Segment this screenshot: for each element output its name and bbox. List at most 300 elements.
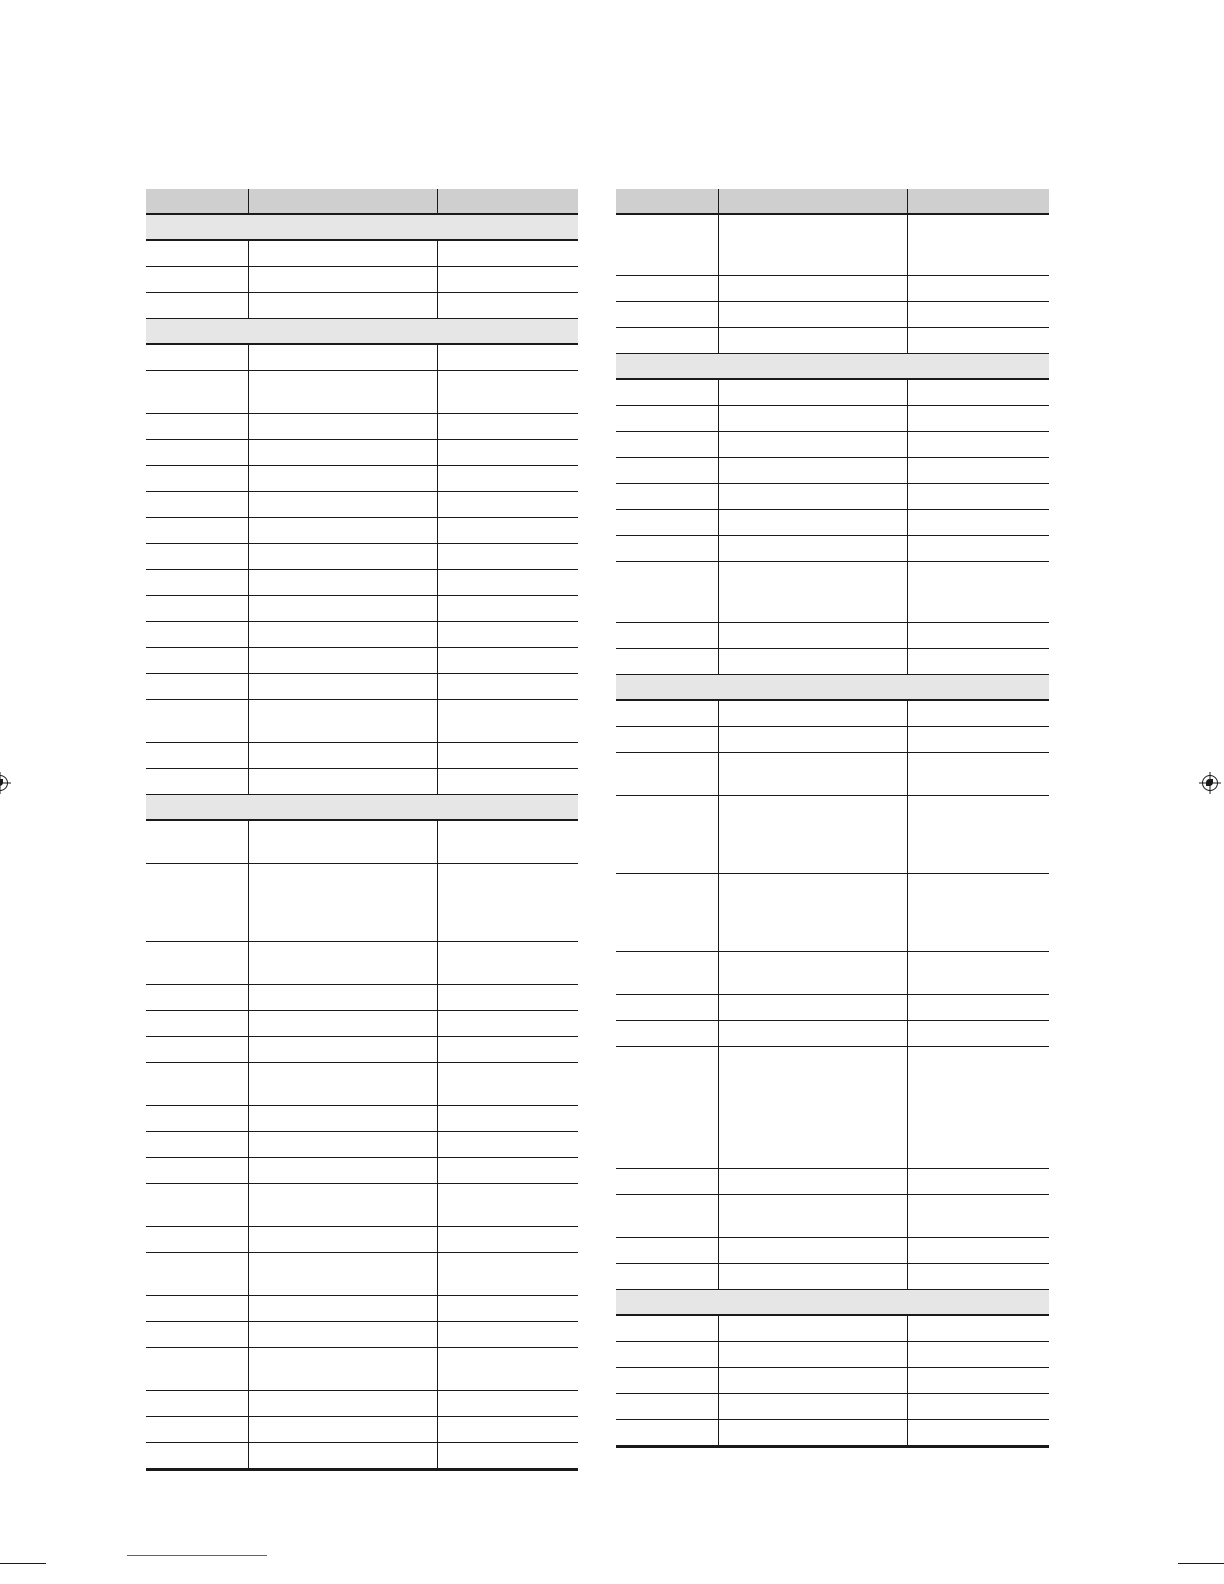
table-cell (907, 995, 1049, 1020)
table-cell (146, 864, 248, 941)
table-cell (437, 769, 578, 794)
table-cell (907, 701, 1049, 726)
table-cell (907, 1264, 1049, 1289)
table-row (616, 276, 1049, 302)
table-cell (718, 562, 907, 622)
table-cell (248, 1417, 437, 1442)
footer-underline (127, 1555, 267, 1556)
table-cell (616, 562, 718, 622)
table-cell (437, 622, 578, 647)
table-cell (907, 484, 1049, 509)
table-cell (248, 492, 437, 517)
table-cell (146, 1063, 248, 1105)
table-row (616, 701, 1049, 727)
table-cell (146, 492, 248, 517)
table-cell (907, 510, 1049, 535)
table-cell (616, 1021, 718, 1046)
table-cell (146, 1391, 248, 1416)
table-row (146, 1348, 578, 1391)
table-cell (907, 623, 1049, 648)
table-cell (616, 484, 718, 509)
table-cell (248, 1132, 437, 1157)
table-row (146, 1011, 578, 1037)
table-cell (248, 466, 437, 491)
table-cell (907, 1368, 1049, 1393)
table-row (146, 570, 578, 596)
table-row (616, 1316, 1049, 1342)
table-cell (437, 1322, 578, 1347)
table-cell (616, 406, 718, 431)
table-cell (718, 432, 907, 457)
table-cell (616, 874, 718, 951)
table-cell (437, 1158, 578, 1183)
table-row (616, 328, 1049, 354)
table-cell (146, 345, 248, 370)
table-cell (907, 1021, 1049, 1046)
table-row (146, 1132, 578, 1158)
table-cell (616, 1342, 718, 1367)
table-cell (616, 380, 718, 405)
table-cell (248, 440, 437, 465)
table-cell (146, 1296, 248, 1321)
table-cell (146, 440, 248, 465)
table-row (616, 995, 1049, 1021)
table-cell (146, 1184, 248, 1226)
table-row (146, 1037, 578, 1063)
table-cell (146, 1348, 248, 1390)
table-cell (907, 432, 1049, 457)
table-cell (616, 276, 718, 301)
table-row (616, 1420, 1049, 1446)
right-header-col-2 (718, 189, 907, 213)
table-row (146, 293, 578, 319)
table-cell (248, 821, 437, 863)
table-cell (718, 458, 907, 483)
table-cell (718, 952, 907, 994)
table-cell (718, 302, 907, 327)
right-header-col-3 (907, 189, 1049, 213)
table-cell (146, 293, 248, 318)
table-row (616, 1264, 1049, 1290)
table-row (146, 1322, 578, 1348)
table-cell (437, 1253, 578, 1295)
table-row (146, 1158, 578, 1184)
table-row (146, 1417, 578, 1443)
table-row (616, 1238, 1049, 1264)
table-cell (616, 623, 718, 648)
table-cell (718, 874, 907, 951)
table-cell (248, 864, 437, 941)
table-cell (616, 536, 718, 561)
table-cell (616, 510, 718, 535)
table-cell (248, 1184, 437, 1226)
table-row (146, 743, 578, 769)
table-cell (616, 1238, 718, 1263)
table-row (146, 371, 578, 414)
table-cell (248, 1348, 437, 1390)
table-row (146, 1443, 578, 1469)
right-table-header (616, 189, 1049, 215)
table-row (616, 727, 1049, 753)
table-row (146, 700, 578, 743)
table-cell (437, 267, 578, 292)
table-cell (248, 769, 437, 794)
table-cell (718, 1169, 907, 1194)
table-cell (146, 570, 248, 595)
table-row (616, 215, 1049, 276)
table-cell (616, 1195, 718, 1237)
table-row (146, 241, 578, 267)
table-cell (437, 1063, 578, 1105)
table-cell (248, 648, 437, 673)
section-header (146, 795, 578, 821)
table-cell (718, 995, 907, 1020)
table-cell (248, 1158, 437, 1183)
table-cell (437, 674, 578, 699)
table-cell (718, 380, 907, 405)
table-cell (146, 414, 248, 439)
table-row (616, 753, 1049, 796)
table-cell (437, 570, 578, 595)
table-cell (616, 1394, 718, 1419)
table-cell (437, 241, 578, 266)
left-header-col-1 (146, 189, 248, 213)
table-cell (437, 1391, 578, 1416)
table-cell (146, 743, 248, 768)
table-row (146, 466, 578, 492)
table-cell (718, 753, 907, 795)
table-cell (437, 1132, 578, 1157)
table-cell (146, 267, 248, 292)
table-cell (437, 440, 578, 465)
registration-mark-icon (1202, 775, 1218, 791)
table-row (146, 440, 578, 466)
table-cell (146, 648, 248, 673)
table-cell (616, 796, 718, 873)
table-cell (437, 1417, 578, 1442)
table-cell (718, 1264, 907, 1289)
table-cell (248, 345, 437, 370)
table-cell (146, 1011, 248, 1036)
table-cell (146, 1132, 248, 1157)
table-cell (437, 985, 578, 1010)
table-cell (907, 1342, 1049, 1367)
table-row (146, 345, 578, 371)
table-cell (248, 371, 437, 413)
table-cell (146, 1227, 248, 1252)
table-cell (437, 1037, 578, 1062)
table-cell (907, 874, 1049, 951)
table-row (146, 544, 578, 570)
table-cell (248, 241, 437, 266)
table-cell (718, 1238, 907, 1263)
table-row (616, 1195, 1049, 1238)
table-cell (907, 276, 1049, 301)
table-row (616, 562, 1049, 623)
table-cell (907, 328, 1049, 353)
table-cell (437, 544, 578, 569)
table-cell (248, 1443, 437, 1468)
table-cell (718, 484, 907, 509)
table-cell (437, 1348, 578, 1390)
table-cell (248, 293, 437, 318)
table-cell (437, 700, 578, 742)
table-cell (907, 215, 1049, 275)
table-row (146, 1184, 578, 1227)
table-cell (718, 328, 907, 353)
table-cell (437, 293, 578, 318)
table-cell (437, 1443, 578, 1468)
table-cell (437, 414, 578, 439)
section-header (146, 319, 578, 345)
table-cell (616, 1169, 718, 1194)
table-row (616, 796, 1049, 874)
table-cell (718, 649, 907, 674)
table-cell (248, 518, 437, 543)
table-cell (616, 1368, 718, 1393)
table-cell (907, 536, 1049, 561)
table-row (616, 458, 1049, 484)
table-cell (907, 380, 1049, 405)
table-cell (718, 1195, 907, 1237)
table-cell (907, 1195, 1049, 1237)
table-cell (248, 1322, 437, 1347)
table-cell (146, 700, 248, 742)
table-cell (718, 1316, 907, 1341)
table-row (146, 648, 578, 674)
table-cell (718, 536, 907, 561)
table-cell (616, 1047, 718, 1168)
table-cell (718, 701, 907, 726)
table-cell (248, 743, 437, 768)
table-cell (718, 510, 907, 535)
table-cell (437, 648, 578, 673)
table-row (616, 536, 1049, 562)
right-table-body (616, 215, 1049, 1446)
table-cell (907, 727, 1049, 752)
table-cell (248, 1063, 437, 1105)
table-cell (248, 267, 437, 292)
left-header-col-2 (248, 189, 437, 213)
table-cell (907, 1238, 1049, 1263)
table-cell (907, 952, 1049, 994)
table-row (616, 1047, 1049, 1169)
table-row (616, 484, 1049, 510)
table-cell (248, 622, 437, 647)
section-header (616, 354, 1049, 380)
table-cell (146, 1253, 248, 1295)
table-cell (437, 864, 578, 941)
table-cell (248, 1391, 437, 1416)
table-cell (146, 1443, 248, 1468)
table-cell (616, 1316, 718, 1341)
table-cell (248, 1037, 437, 1062)
table-cell (248, 544, 437, 569)
table-cell (437, 1011, 578, 1036)
table-cell (146, 942, 248, 984)
table-row (146, 414, 578, 440)
table-cell (718, 276, 907, 301)
table-cell (616, 1420, 718, 1445)
table-row (616, 432, 1049, 458)
table-row (616, 649, 1049, 675)
table-cell (616, 952, 718, 994)
table-cell (437, 1106, 578, 1131)
section-header (616, 1290, 1049, 1316)
table-row (146, 769, 578, 795)
section-header (146, 215, 578, 241)
section-header (616, 675, 1049, 701)
table-cell (907, 796, 1049, 873)
table-cell (146, 1106, 248, 1131)
table-cell (146, 1322, 248, 1347)
table-cell (718, 1420, 907, 1445)
left-table (146, 189, 578, 1471)
table-cell (907, 753, 1049, 795)
table-cell (146, 596, 248, 621)
table-cell (718, 215, 907, 275)
table-cell (616, 432, 718, 457)
table-cell (248, 1253, 437, 1295)
table-cell (248, 674, 437, 699)
table-cell (437, 942, 578, 984)
table-cell (718, 1047, 907, 1168)
table-cell (146, 241, 248, 266)
table-row (146, 864, 578, 942)
table-cell (616, 727, 718, 752)
table-cell (907, 1394, 1049, 1419)
table-row (616, 302, 1049, 328)
table-row (616, 1169, 1049, 1195)
right-table (616, 189, 1049, 1448)
table-cell (437, 1227, 578, 1252)
table-row (146, 518, 578, 544)
table-cell (907, 302, 1049, 327)
table-cell (718, 727, 907, 752)
table-cell (907, 1047, 1049, 1168)
table-cell (907, 562, 1049, 622)
table-cell (616, 701, 718, 726)
table-cell (616, 328, 718, 353)
table-cell (907, 1316, 1049, 1341)
table-row (616, 380, 1049, 406)
table-cell (907, 1169, 1049, 1194)
table-cell (718, 406, 907, 431)
table-cell (248, 1106, 437, 1131)
table-cell (616, 1264, 718, 1289)
table-cell (437, 371, 578, 413)
table-cell (616, 458, 718, 483)
table-cell (437, 743, 578, 768)
table-cell (907, 649, 1049, 674)
table-cell (437, 345, 578, 370)
table-row (616, 952, 1049, 995)
table-cell (907, 458, 1049, 483)
table-cell (718, 796, 907, 873)
table-cell (437, 492, 578, 517)
table-row (146, 942, 578, 985)
right-header-col-1 (616, 189, 718, 213)
table-cell (616, 302, 718, 327)
table-cell (146, 466, 248, 491)
table-row (146, 821, 578, 864)
table-cell (718, 1368, 907, 1393)
table-cell (248, 985, 437, 1010)
table-cell (718, 1021, 907, 1046)
table-cell (437, 821, 578, 863)
table-row (146, 1063, 578, 1106)
table-cell (437, 518, 578, 543)
left-header-col-3 (437, 189, 578, 213)
table-row (146, 1253, 578, 1296)
table-cell (248, 942, 437, 984)
table-row (146, 492, 578, 518)
table-cell (248, 1227, 437, 1252)
table-cell (146, 821, 248, 863)
registration-mark-icon (0, 775, 8, 791)
table-row (146, 985, 578, 1011)
table-cell (718, 1394, 907, 1419)
table-row (616, 510, 1049, 536)
table-cell (248, 596, 437, 621)
table-row (146, 596, 578, 622)
table-cell (616, 753, 718, 795)
table-row (616, 1368, 1049, 1394)
table-cell (146, 371, 248, 413)
table-row (616, 874, 1049, 952)
table-row (616, 1394, 1049, 1420)
table-cell (616, 995, 718, 1020)
crop-mark (1178, 1563, 1224, 1564)
table-cell (907, 1420, 1049, 1445)
crop-mark (0, 1563, 46, 1564)
table-cell (146, 1158, 248, 1183)
table-row (146, 674, 578, 700)
table-row (146, 1391, 578, 1417)
table-row (146, 267, 578, 293)
table-row (146, 1296, 578, 1322)
table-row (616, 1021, 1049, 1047)
table-cell (146, 1417, 248, 1442)
table-row (616, 406, 1049, 432)
table-cell (248, 1011, 437, 1036)
table-cell (146, 769, 248, 794)
table-cell (437, 466, 578, 491)
table-row (616, 1342, 1049, 1368)
table-row (146, 1227, 578, 1253)
table-cell (146, 1037, 248, 1062)
table-cell (248, 570, 437, 595)
left-table-body (146, 215, 578, 1469)
table-cell (718, 623, 907, 648)
table-cell (248, 414, 437, 439)
table-cell (437, 1296, 578, 1321)
table-row (146, 1106, 578, 1132)
table-cell (616, 649, 718, 674)
table-cell (718, 1342, 907, 1367)
table-row (616, 623, 1049, 649)
table-cell (146, 622, 248, 647)
table-cell (437, 1184, 578, 1226)
table-row (146, 622, 578, 648)
table-cell (616, 215, 718, 275)
table-cell (248, 700, 437, 742)
table-cell (146, 674, 248, 699)
table-cell (146, 518, 248, 543)
left-table-header (146, 189, 578, 215)
table-cell (437, 596, 578, 621)
table-cell (146, 985, 248, 1010)
